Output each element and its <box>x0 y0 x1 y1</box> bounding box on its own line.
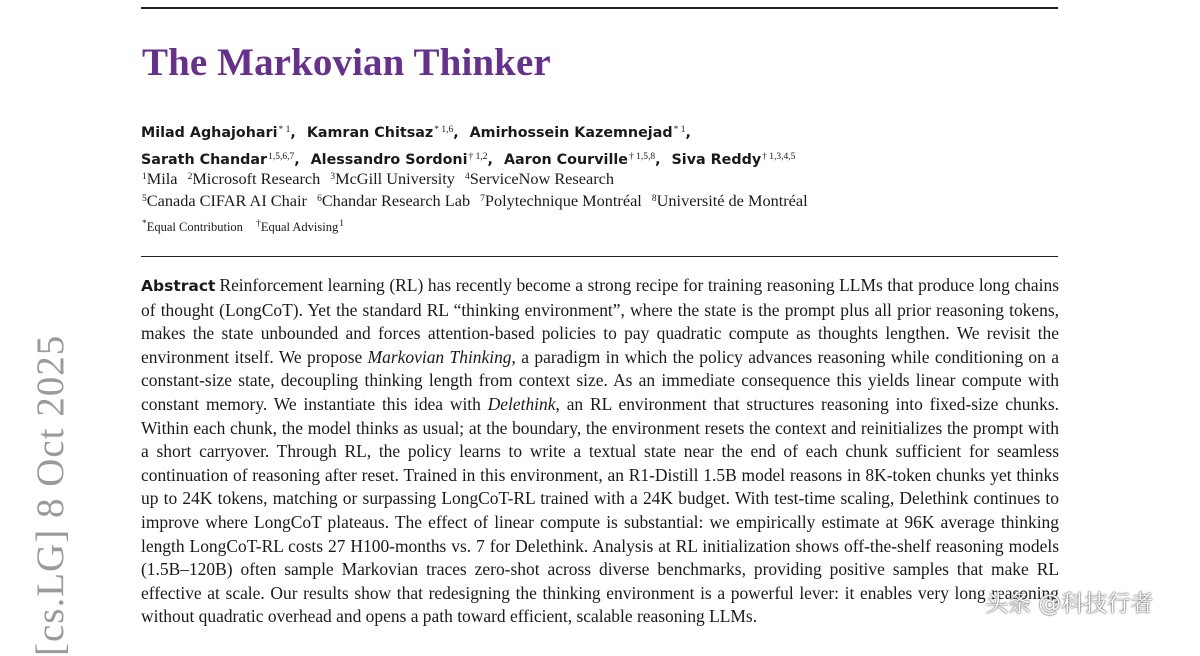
affiliation: $^6$Chandar Research Lab <box>317 191 471 210</box>
author: Kamran Chitsaz$^{* 1,6}$, <box>306 125 459 141</box>
affiliation: $^1$Mila <box>142 169 178 188</box>
author-list <box>141 118 1061 172</box>
source-watermark: 头条 @科技行者 <box>985 591 1154 617</box>
affiliation-list <box>141 167 1061 211</box>
affiliation: $^5$Canada CIFAR AI Chair <box>142 191 307 210</box>
affiliation: $^3$McGill University <box>330 169 455 188</box>
contribution-notes <box>141 219 353 235</box>
equal-contribution-note: *Equal Contribution <box>142 219 243 234</box>
abstract-text: , a paradigm in which the policy advances reasoning while conditioning on a constant-size state, decoupling thinking length from context size. As an immediate consequence this yields linear compute with constant memory. We instantiate this idea with <box>141 346 1059 414</box>
author: Milad Aghajohari$^{* 1}$, <box>141 125 296 141</box>
author: Aaron Courville$^{\dagger 1,5,8}$, <box>503 152 661 168</box>
affiliation: $^4$ServiceNow Research <box>465 169 614 188</box>
paper-title: The Markovian Thinker <box>142 41 551 84</box>
affiliation: $^2$Microsoft Research <box>187 169 321 188</box>
author: Sarath Chandar$^{1,5,6,7}$, <box>141 152 300 168</box>
abstract-text: Reinforcement learning (RL) has recently become a strong recipe for training reasoning LLMs that produce long chains of thought (LongCoT). Yet the standard RL “thinking environment”, where the state is the prompt plus all prior reasoning tokens, makes the state unbounded and forces attention-based policies to pay quadratic compute as thoughts lengthen. We revisit the environment itself. We propose <box>141 275 1059 367</box>
affiliation: $^8$Université de Montréal <box>651 191 808 210</box>
author: Siva Reddy$^{\dagger 1,3,4,5}$ <box>671 152 796 168</box>
abstract-emphasis: Delethink <box>487 393 556 414</box>
abstract <box>141 274 1059 629</box>
section-rule <box>141 256 1058 257</box>
affiliation: $^7$Polytechnique Montréal <box>480 191 642 210</box>
abstract-emphasis: Markovian Thinking <box>367 346 512 367</box>
top-rule <box>141 7 1058 9</box>
arxiv-side-stamp: [cs.LG] 8 Oct 2025 <box>29 334 72 656</box>
abstract-label: Abstract <box>141 277 216 295</box>
author: Alessandro Sordoni$^{\dagger 1,2}$, <box>310 152 493 168</box>
author: Amirhossein Kazemnejad$^{* 1}$, <box>469 125 691 141</box>
abstract-text: , an RL environment that structures reasoning into fixed-size chunks. Within each chunk, the model thinks as usual; at the boundary, the environment resets the context and reinitializes the prompt with a short carryover. Through RL, the policy learns to write a textual state near the end of each chunk sufficient for seamless continuation of reasoning after reset. Trained in this environment, an R1-Distill 1.5B model reasons in 8K-token chunks yet thinks up to 24K tokens, matching or surpassing LongCoT-RL trained with a 24K budget. With test-time scaling, Delethink continues to improve where LongCoT plateaus. The effect of linear compute is substantial: we empirically estimate at 96K average thinking length LongCoT-RL costs 27 H100-months vs. 7 for Delethink. Analysis at RL initialization shows off-the-shelf reasoning models (1.5B–120B) often sample Markovian traces zero-shot across diverse benchmarks, providing positive samples that make RL effective at scale. Our results show that redesigning the thinking environment is a powerful lever: it enables very long reasoning without quadratic overhead and opens a path toward efficient, scalable reasoning LLMs. <box>141 393 1059 627</box>
equal-advising-note: †Equal Advising$^1$ <box>256 219 344 234</box>
